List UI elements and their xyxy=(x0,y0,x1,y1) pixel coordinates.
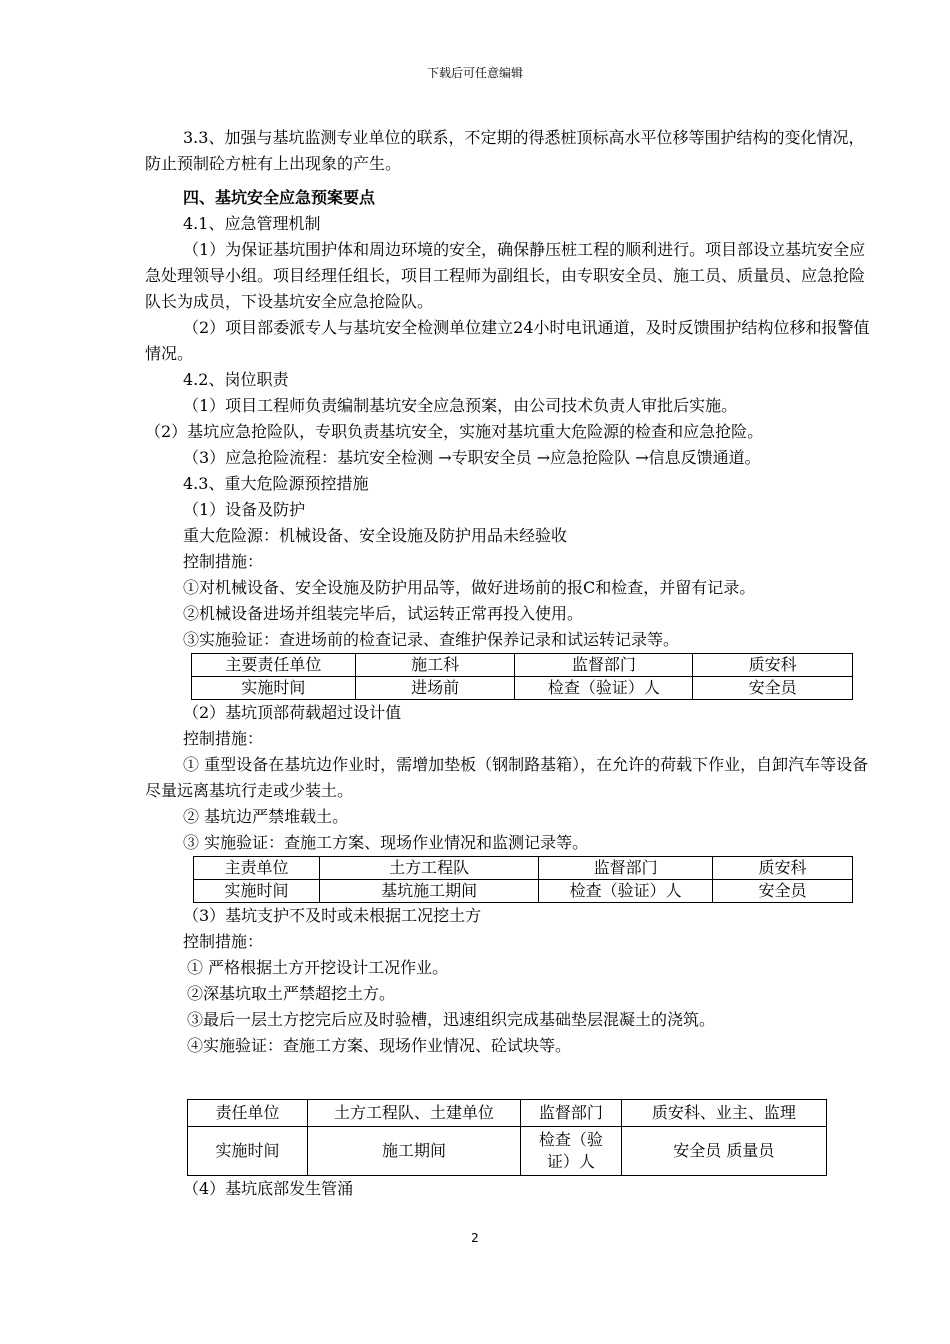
paragraph-3-3: 3.3、加强与基坑监测专业单位的联系，不定期的得悉桩顶标高水平位移等围护结构的变化情况，防止预制砼方桩有上出现象的产生。 xyxy=(145,128,865,173)
item-4-3-3: （3）基坑支护不及时或未根据工况挖土方 xyxy=(183,906,482,925)
hazard-source-1: 重大危险源：机械设备、安全设施及防护用品未经验收 xyxy=(183,526,568,545)
table-cell: 实施时间 xyxy=(192,677,356,700)
table-cell: 进场前 xyxy=(355,677,515,700)
item-4-3-2: （2）基坑顶部荷载超过设计值 xyxy=(183,703,402,722)
responsibility-table-3 xyxy=(187,1099,827,1176)
responsibility-table-2 xyxy=(193,856,853,903)
table-row xyxy=(194,880,853,903)
document-body xyxy=(145,125,877,1202)
measure-2-3: ③ 实施验证：查施工方案、现场作业情况和监测记录等。 xyxy=(183,833,589,852)
table-cell: 基坑施工期间 xyxy=(320,880,539,903)
table-cell: 责任单位 xyxy=(188,1100,308,1127)
table-cell: 安全员 xyxy=(693,677,853,700)
table-row xyxy=(192,677,853,700)
table-cell: 安全员 xyxy=(713,880,853,903)
table-cell: 施工科 xyxy=(355,654,515,677)
control-label-2: 控制措施： xyxy=(183,729,264,748)
page-number: 2 xyxy=(471,1231,479,1245)
measure-1-3: ③实施验证：查进场前的检查记录、查维护保养记录和试运转记录等。 xyxy=(183,630,680,649)
responsibility-table-1 xyxy=(191,653,853,700)
measure-3-4: ④实施验证：查施工方案、现场作业情况、砼试块等。 xyxy=(187,1036,572,1055)
table-cell: 主责单位 xyxy=(194,857,320,880)
measure-3-3: ③最后一层土方挖完后应及时验槽，迅速组织完成基础垫层混凝土的浇筑。 xyxy=(187,1010,716,1029)
item-4-3-4: （4）基坑底部发生管涌 xyxy=(183,1179,354,1198)
table-cell: 实施时间 xyxy=(194,880,320,903)
table-cell: 质安科 xyxy=(693,654,853,677)
subsection-4-2: 4.2、岗位职责 xyxy=(183,370,289,389)
measure-2-2: ② 基坑边严禁堆载土。 xyxy=(183,807,349,826)
table-row xyxy=(192,654,853,677)
table-cell: 安全员 质量员 xyxy=(621,1127,826,1176)
table-cell: 土方工程队 xyxy=(320,857,539,880)
table-cell: 检查（验证）人 xyxy=(539,880,713,903)
table-row xyxy=(188,1100,827,1127)
table-cell: 质安科、业主、监理 xyxy=(621,1100,826,1127)
paragraph-4-2-3: （3）应急抢险流程：基坑安全检测 →专职安全员 →应急抢险队 →信息反馈通道。 xyxy=(183,448,761,467)
measure-3-1: ① 严格根据土方开挖设计工况作业。 xyxy=(187,958,449,977)
table-cell: 质安科 xyxy=(713,857,853,880)
subsection-4-1: 4.1、应急管理机制 xyxy=(183,214,321,233)
item-4-3-1: （1）设备及防护 xyxy=(183,500,306,519)
paragraph-4-2-1: （1）项目工程师负责编制基坑安全应急预案，由公司技术负责人审批后实施。 xyxy=(183,396,738,415)
paragraph-4-1-2: （2）项目部委派专人与基坑安全检测单位建立24小时电讯通道，及时反馈围护结构位移和报警值情况。 xyxy=(145,318,870,363)
measure-2-1: ① 重型设备在基坑边作业时，需增加垫板（钢制路基箱），在允许的荷载下作业，自卸汽车等设备尽量远离基坑行走或少装土。 xyxy=(145,755,869,800)
control-label-1: 控制措施： xyxy=(183,552,264,571)
paragraph-4-2-2: （2）基坑应急抢险队，专职负责基坑安全，实施对基坑重大危险源的检查和应急抢险。 xyxy=(145,422,764,441)
paragraph-4-1-1: （1）为保证基坑围护体和周边环境的安全，确保静压桩工程的顺利进行。项目部设立基坑安全应急处理领导小组。项目经理任组长，项目工程师为副组长，由专职安全员、施工员、质量员、应急抢险队长为成员，下设基坑安全应急抢险队。 xyxy=(145,240,866,311)
measure-1-2: ②机械设备进场并组装完毕后，试运转正常再投入使用。 xyxy=(183,604,584,623)
table-cell: 土方工程队、土建单位 xyxy=(307,1100,520,1127)
table-cell: 检查（验证）人 xyxy=(521,1127,622,1176)
page-header: 下载后可任意编辑 xyxy=(426,66,523,80)
measure-1-1: ①对机械设备、安全设施及防护用品等，做好进场前的报C和检查，并留有记录。 xyxy=(183,578,756,597)
table-cell: 主要责任单位 xyxy=(192,654,356,677)
control-label-3: 控制措施： xyxy=(183,932,264,951)
table-row xyxy=(188,1127,827,1176)
table-cell: 实施时间 xyxy=(188,1127,308,1176)
section-heading-4: 四、基坑安全应急预案要点 xyxy=(183,188,376,207)
table-cell: 检查（验证）人 xyxy=(515,677,693,700)
measure-3-2: ②深基坑取土严禁超挖土方。 xyxy=(187,984,396,1003)
table-cell: 监督部门 xyxy=(521,1100,622,1127)
table-cell: 施工期间 xyxy=(307,1127,520,1176)
table-row xyxy=(194,857,853,880)
table-cell: 监督部门 xyxy=(515,654,693,677)
subsection-4-3: 4.3、重大危险源预控措施 xyxy=(183,474,369,493)
table-cell: 监督部门 xyxy=(539,857,713,880)
